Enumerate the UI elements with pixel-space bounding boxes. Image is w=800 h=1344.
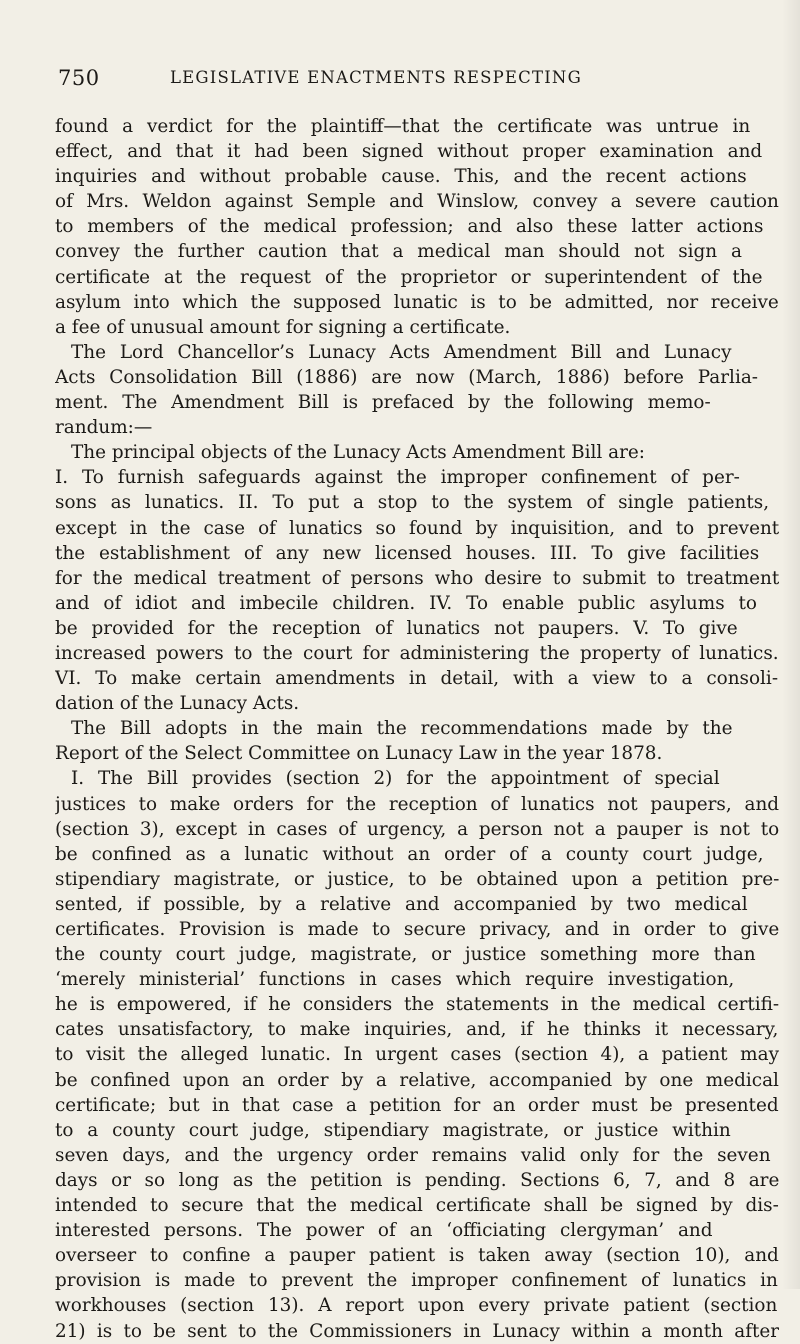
text-line: cates unsatisfactory, to make inquiries, and, if he thinks it necessary, [55,1019,779,1041]
text-line: certificate at the request of the proprietor or superintendent of the [55,266,763,288]
text-line: increased powers to the court for administering the property of lunatics. [55,642,779,664]
text-line: randum:— [55,417,153,439]
text-line: Acts Consolidation Bill (1886) are now (March, 1886) before Parlia- [55,366,759,388]
text-line: to visit the alleged lunatic. In urgent cases (section 4), a patient may [55,1044,779,1066]
text-line: The Bill adopts in the main the recommendations made by the [71,718,733,740]
text-line: the county court judge, magistrate, or justice something more than [55,944,756,966]
text-line: he is empowered, if he considers the statements in the medical certifi- [55,994,779,1016]
text-line: sons as lunatics. II. To put a stop to the system of single patients, [55,492,770,514]
text-line: intended to secure that the medical certificate shall be signed by dis- [55,1195,779,1217]
text-line: Report of the Select Committee on Lunacy Law in the year 1878. [55,743,663,765]
text-line: I. To furnish safeguards against the improper confinement of per- [55,467,740,489]
running-head: LEGISLATIVE ENACTMENTS RESPECTING [170,68,582,87]
text-line: sented, if possible, by a relative and accompanied by two medical [55,893,748,915]
text-line: found a verdict for the plaintiff—that the certificate was untrue in [55,116,751,137]
page-edge-shadow [782,0,800,1289]
text-line: to a county court judge, stipendiary magistrate, or justice within [55,1119,731,1141]
text-line: seven days, and the urgency order remains valid only for the seven [55,1144,771,1166]
text-line: except in the case of lunatics so found by inquisition, and to prevent [55,517,779,539]
text-line: ‘merely ministerial’ functions in cases which require investigation, [55,969,735,991]
text-line: of Mrs. Weldon against Semple and Winslow, convey a severe caution [55,191,779,213]
text-line: overseer to confine a pauper patient is taken away (section 10), and [55,1245,779,1267]
text-line: 21) is to be sent to the Commissioners in Lunacy within a month after [55,1320,779,1342]
body-text [55,114,779,1344]
text-line: interested persons. The power of an ‘officiating clergyman’ and [55,1220,713,1242]
text-line: certificates. Provision is made to secure privacy, and in order to give [55,919,779,940]
page-header [58,66,758,92]
text-line: certificate; but in that case a petition for an order must be presented [55,1094,779,1116]
text-line: the establishment of any new licensed houses. III. To give facilities [55,542,760,564]
text-line: I. The Bill provides (section 2) for the appointment of special [71,768,720,790]
text-line: asylum into which the supposed lunatic is to be admitted, nor receive [55,291,779,313]
text-line: be provided for the reception of lunatics not paupers. V. To give [55,617,738,639]
text-line: The principal objects of the Lunacy Acts Amendment Bill are: [71,442,645,464]
text-line: justices to make orders for the reception of lunatics not paupers, and [55,793,779,815]
text-line: and of idiot and imbecile children. IV. To enable public asylums to [55,592,757,614]
text-line: stipendiary magistrate, or justice, to be obtained upon a petition pre- [55,868,779,890]
text-line: provision is made to prevent the improper confinement of lunatics in [55,1270,778,1292]
text-line: to members of the medical profession; and also these latter actions [55,216,764,238]
text-line: (section 3), except in cases of urgency, a person not a pauper is not to [55,818,779,840]
text-line: The Lord Chancellor’s Lunacy Acts Amendment Bill and Lunacy [71,341,732,363]
text-line: be confined as a lunatic without an order of a county court judge, [55,843,764,865]
text-line: dation of the Lunacy Acts. [55,693,300,715]
text-line: be confined upon an order by a relative, accompanied by one medical [55,1069,779,1091]
text-line: effect, and that it had been signed without proper examination and [55,141,763,163]
text-line: convey the further caution that a medical man should not sign a [55,241,742,263]
text-line: for the medical treatment of persons who desire to submit to treatment [55,567,779,589]
text-line: ment. The Amendment Bill is prefaced by the following memo- [55,392,711,414]
text-line: VI. To make certain amendments in detail, with a view to a consoli- [55,668,779,690]
text-line: inquiries and without probable cause. This, and the recent actions [55,166,747,188]
text-line: workhouses (section 13). A report upon every private patient (section [55,1295,778,1317]
text-line: days or so long as the petition is pending. Sections 6, 7, and 8 are [55,1169,779,1191]
page-number: 750 [58,66,100,90]
text-line: a fee of unusual amount for signing a certificate. [55,316,511,338]
